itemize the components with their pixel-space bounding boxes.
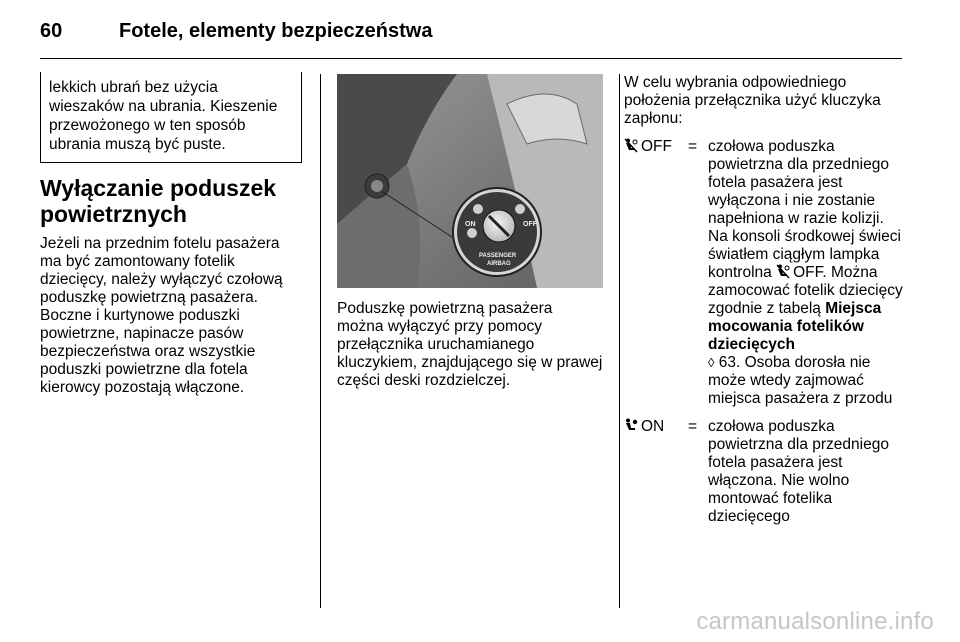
- page-title: Fotele, elementy bezpieczeństwa: [119, 20, 433, 42]
- column-divider-1: [320, 74, 321, 608]
- on-equals: =: [688, 418, 698, 435]
- switch-label-on: ON: [465, 221, 476, 228]
- on-term: ON: [641, 418, 665, 435]
- note-box: [40, 72, 302, 163]
- child-seat-link[interactable]: Miejsca mocowania fotelików dziecięcych: [708, 300, 882, 353]
- definition-on: [624, 418, 904, 526]
- definition-off: [624, 138, 904, 408]
- column-right: [624, 74, 904, 526]
- column-middle: [337, 74, 603, 390]
- page-reference: 63. Osoba dorosła nie może wtedy zajmować miejsca pasażera z przodu: [708, 354, 893, 407]
- switch-label-passenger: PASSENGER: [479, 253, 517, 259]
- intro-text: W celu wybrania odpowiedniego położenia przełącznika użyć kluczyka zapłonu:: [624, 74, 881, 127]
- switch-label-off: OFF: [523, 221, 537, 228]
- off-description: czołowa poduszka powietrzna dla przedniego fotela pasażera jest wyłączona i nie zostanie napełniona w razie kolizji. Na konsoli środkowej świeci światłem ciągłym lampka kontrolna OFF. Można zamocować fotelik dziecięcy zgodnie z tabelą Miejsca mocowania fotelików dziecięcych ◊ 63. Osoba dorosła nie może wtedy zajmować miejsca pasażera z przodu: [708, 138, 903, 407]
- header-rule: [40, 58, 902, 59]
- page-number: 60: [40, 20, 63, 42]
- page-reference-icon: ◊: [708, 355, 715, 370]
- on-description: czołowa poduszka powietrzna dla przedniego fotela pasażera jest włączona. Nie wolno montować fotelika dziecięcego: [708, 418, 889, 525]
- column-divider-2: [619, 74, 620, 608]
- watermark: carmanualsonline.info: [696, 608, 934, 635]
- figure-caption: Poduszkę powietrzną pasażera można wyłączyć przy pomocy przełącznika uruchamianego kluczykiem, znajdującego się w prawej części deski rozdzielczej.: [337, 300, 603, 389]
- airbag-on-icon: [624, 418, 638, 433]
- section-heading: Wyłączanie poduszek powietrznych: [40, 175, 277, 227]
- off-term: OFF: [641, 138, 672, 155]
- airbag-switch-figure: [337, 74, 603, 288]
- note-text: lekkich ubrań bez użycia wieszaków na ubrania. Kieszenie przewożonego w ten sposób ubrania muszą być puste.: [49, 79, 278, 153]
- airbag-off-icon: [624, 138, 638, 153]
- column-left: [40, 72, 302, 397]
- off-equals: =: [688, 138, 698, 155]
- airbag-off-indicator-icon: [776, 264, 790, 279]
- section-body: Jeżeli na przednim fotelu pasażera ma być zamontowany fotelik dziecięcy, należy wyłączyć czołową poduszkę powietrzną pasażera. Boczne i kurtynowe poduszki powietrzne, napinacze pasów bezpieczeństwa oraz wszystkie poduszki powietrzne dla fotela kierowcy pozostają włączone.: [40, 235, 283, 396]
- switch-label-airbag: AIRBAG: [487, 261, 511, 267]
- dashboard-illustration: [337, 74, 603, 288]
